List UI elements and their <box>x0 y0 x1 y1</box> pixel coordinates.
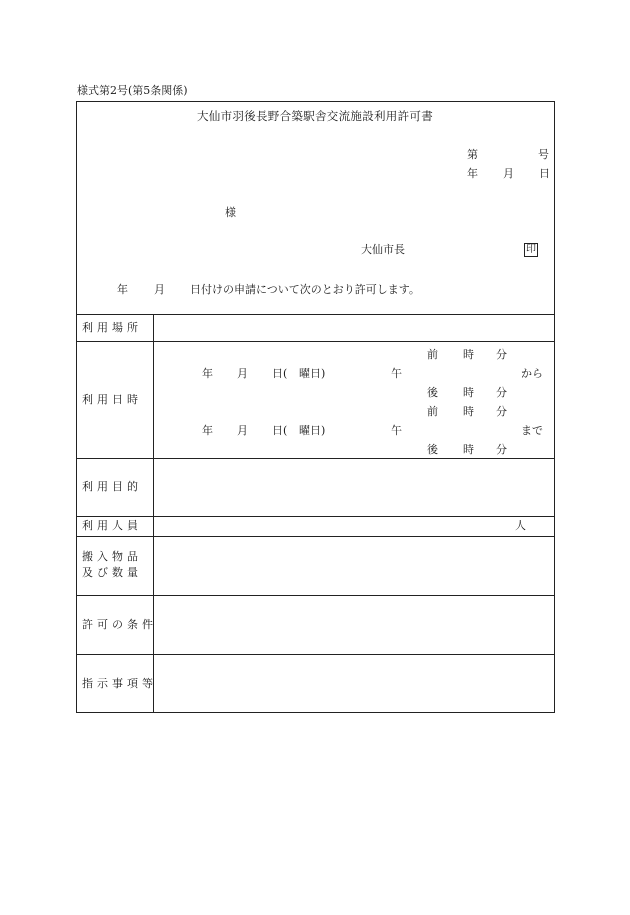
from-label: から <box>521 367 543 380</box>
persons-label: 利用人員 <box>82 519 142 532</box>
start-year: 年 <box>202 367 213 380</box>
start-pm-hour: 時 <box>463 386 474 399</box>
start-day: 日( <box>272 367 288 380</box>
application-month: 月 <box>154 283 165 296</box>
purpose-label: 利用目的 <box>82 480 142 493</box>
end-pm-hour: 時 <box>463 443 474 456</box>
application-year: 年 <box>117 283 128 296</box>
start-am: 前 <box>427 348 438 361</box>
start-month: 月 <box>237 367 248 380</box>
number-suffix: 号 <box>538 148 549 161</box>
addressee-suffix: 様 <box>225 206 236 219</box>
row-divider <box>76 341 555 342</box>
end-am-minute: 分 <box>496 405 507 418</box>
start-pm-minute: 分 <box>496 386 507 399</box>
issue-date-year: 年 <box>467 167 478 180</box>
end-pm: 後 <box>427 443 438 456</box>
until-label: まで <box>521 424 543 437</box>
items-label: 搬入物品及び数量 <box>82 550 142 579</box>
application-statement: 日付けの申請について次のとおり許可します。 <box>190 283 420 296</box>
issue-date-day: 日 <box>539 167 550 180</box>
row-divider <box>76 314 555 315</box>
row-divider <box>76 654 555 655</box>
issue-date-month: 月 <box>503 167 514 180</box>
end-day: 日( <box>272 424 288 437</box>
end-am: 前 <box>427 405 438 418</box>
start-weekday: 曜日) <box>299 367 326 380</box>
form-number-label: 様式第2号(第5条関係) <box>77 84 188 97</box>
instructions-label: 指示事項等 <box>82 677 157 690</box>
end-am-hour: 時 <box>463 405 474 418</box>
datetime-label: 利用日時 <box>82 393 142 406</box>
place-label: 利用場所 <box>82 321 142 334</box>
row-divider <box>76 458 555 459</box>
start-am-minute: 分 <box>496 348 507 361</box>
start-am-hour: 時 <box>463 348 474 361</box>
row-divider <box>76 536 555 537</box>
start-pm: 後 <box>427 386 438 399</box>
row-divider <box>76 516 555 517</box>
end-month: 月 <box>237 424 248 437</box>
document-title: 大仙市羽後長野合築駅舎交流施設利用許可書 <box>197 109 433 123</box>
end-meridiem: 午 <box>391 424 402 437</box>
issuer-name: 大仙市長 <box>361 243 405 256</box>
persons-unit: 人 <box>515 519 526 532</box>
row-divider <box>76 595 555 596</box>
end-weekday: 曜日) <box>299 424 326 437</box>
seal-mark: 印 <box>526 244 536 255</box>
start-meridiem: 午 <box>391 367 402 380</box>
end-pm-minute: 分 <box>496 443 507 456</box>
number-prefix: 第 <box>467 148 478 161</box>
label-column-divider <box>153 314 154 713</box>
end-year: 年 <box>202 424 213 437</box>
conditions-label: 許可の条件 <box>82 618 157 631</box>
